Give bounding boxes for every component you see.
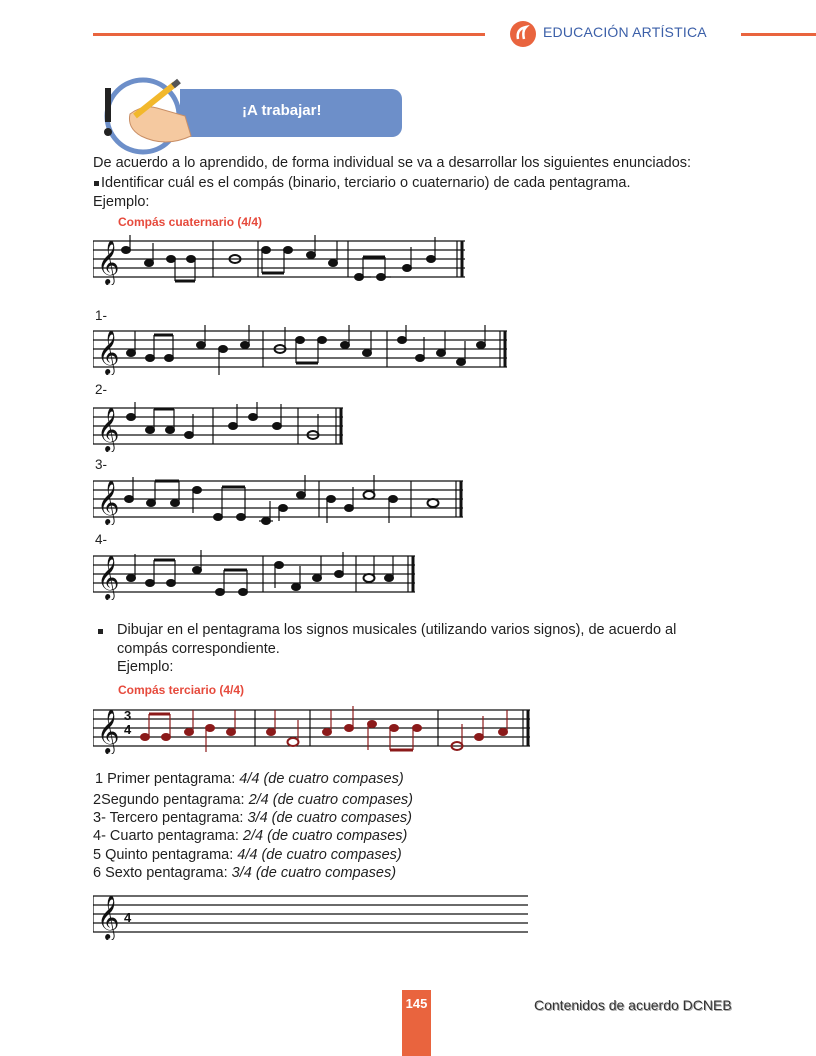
- bullet-icon: [94, 181, 99, 186]
- task2-example-label: Ejemplo:: [117, 659, 174, 675]
- svg-text:𝄞: 𝄞: [97, 480, 120, 524]
- exercise-label: 1-: [95, 308, 108, 323]
- svg-text:𝄞: 𝄞: [97, 709, 120, 753]
- exercise-staff-1: [93, 325, 513, 375]
- header-rule-right: [741, 33, 816, 36]
- list-item: 1 Primer pentagrama: 4/4 (de cuatro compases): [95, 771, 404, 787]
- task2-example-staff: [93, 704, 533, 754]
- exercise-staff-3: [93, 475, 465, 525]
- intro-line: De acuerdo a lo aprendido, de forma individual se va a desarrollar los siguientes enunciados:: [93, 155, 692, 171]
- header-rule-left: [93, 33, 485, 36]
- bullet-text: Identificar cuál es el compás (binario, terciario o cuaternario) de cada pentagrama.: [101, 175, 631, 191]
- example-caption: Compás cuaternario (4/4): [118, 215, 263, 229]
- example-label: Ejemplo:: [93, 194, 150, 210]
- task2-line1: Dibujar en el pentagrama los signos musicales (utilizando varios signos), de acuerdo al: [117, 622, 677, 638]
- list-item: 5 Quinto pentagrama: 4/4 (de cuatro compases): [93, 847, 402, 863]
- exercise-label: 3-: [95, 457, 108, 472]
- list-item: 3- Tercero pentagrama: 3/4 (de cuatro compases): [93, 810, 412, 826]
- task2-example-caption: Compás terciario (4/4): [118, 683, 245, 697]
- svg-text:𝄞: 𝄞: [97, 330, 120, 374]
- time-signature: 4: [124, 910, 132, 925]
- list-item: 4- Cuarto pentagrama: 2/4 (de cuatro compases): [93, 828, 408, 844]
- header-title: EDUCACIÓN ARTÍSTICA: [543, 24, 707, 40]
- svg-text:𝄞: 𝄞: [97, 407, 120, 451]
- svg-text:𝄞: 𝄞: [97, 895, 120, 939]
- example-staff: [93, 235, 473, 285]
- blank-staff: [93, 890, 533, 940]
- footer-text: Contenidos de acuerdo DCNEB: [534, 997, 732, 1013]
- exercise-staff-4: [93, 550, 418, 600]
- page-number: 145: [405, 996, 428, 1011]
- svg-text:𝄞: 𝄞: [97, 555, 120, 599]
- subject-logo-icon: [508, 19, 538, 49]
- time-signature-bottom: 4: [124, 722, 132, 737]
- exercise-label: 2-: [95, 382, 108, 397]
- exercise-label: 4-: [95, 532, 108, 547]
- time-signature-top: 3: [124, 708, 132, 723]
- list-item: 2Segundo pentagrama: 2/4 (de cuatro compases): [93, 792, 414, 808]
- list-item: 6 Sexto pentagrama: 3/4 (de cuatro compases): [93, 865, 397, 881]
- task2-line2: compás correspondiente.: [117, 641, 280, 657]
- hand-writing-icon: [95, 76, 205, 156]
- activity-banner-label: ¡A trabajar!: [242, 102, 322, 119]
- bullet-icon: [98, 629, 103, 634]
- exercise-staff-2: [93, 402, 349, 452]
- svg-text:𝄞: 𝄞: [97, 240, 120, 284]
